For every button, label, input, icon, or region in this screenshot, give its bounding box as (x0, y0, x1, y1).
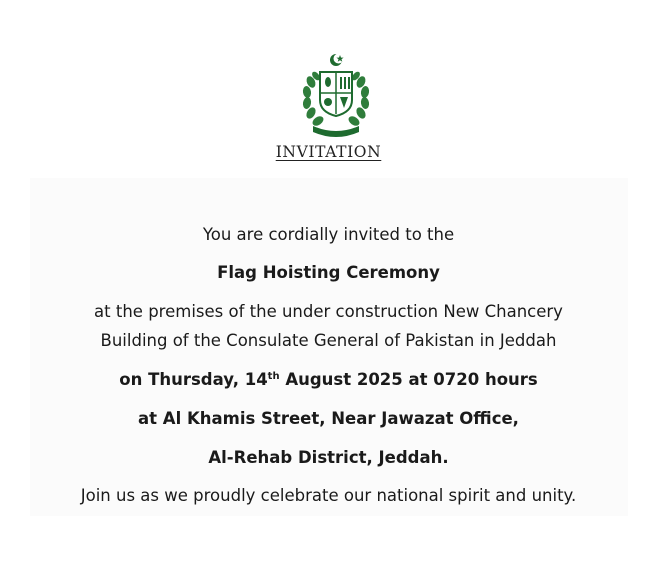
address-line-1: at Al Khamis Street, Near Jawazat Office, (138, 409, 519, 428)
venue-line-1: at the premises of the under construction New Chancery (94, 302, 563, 321)
event-date (0, 369, 657, 391)
intro-text: You are cordially invited to the (202, 225, 455, 244)
invitation-heading (0, 143, 657, 161)
event-date-suffix: August 2025 at 0720 hours (279, 370, 538, 389)
invitation-heading-text: INVITATION (275, 143, 382, 161)
closing-text: Join us as we proudly celebrate our national spirit and unity. (80, 486, 577, 505)
address-line-2: Al-Rehab District, Jeddah. (208, 448, 449, 467)
venue-line-2: Building of the Consulate General of Pakistan in Jeddah (100, 331, 557, 350)
pakistan-state-emblem-icon (299, 52, 373, 138)
event-name: Flag Hoisting Ceremony (217, 263, 440, 282)
event-date-ordinal: th (267, 371, 280, 382)
event-date-prefix: on Thursday, 14 (119, 370, 268, 389)
